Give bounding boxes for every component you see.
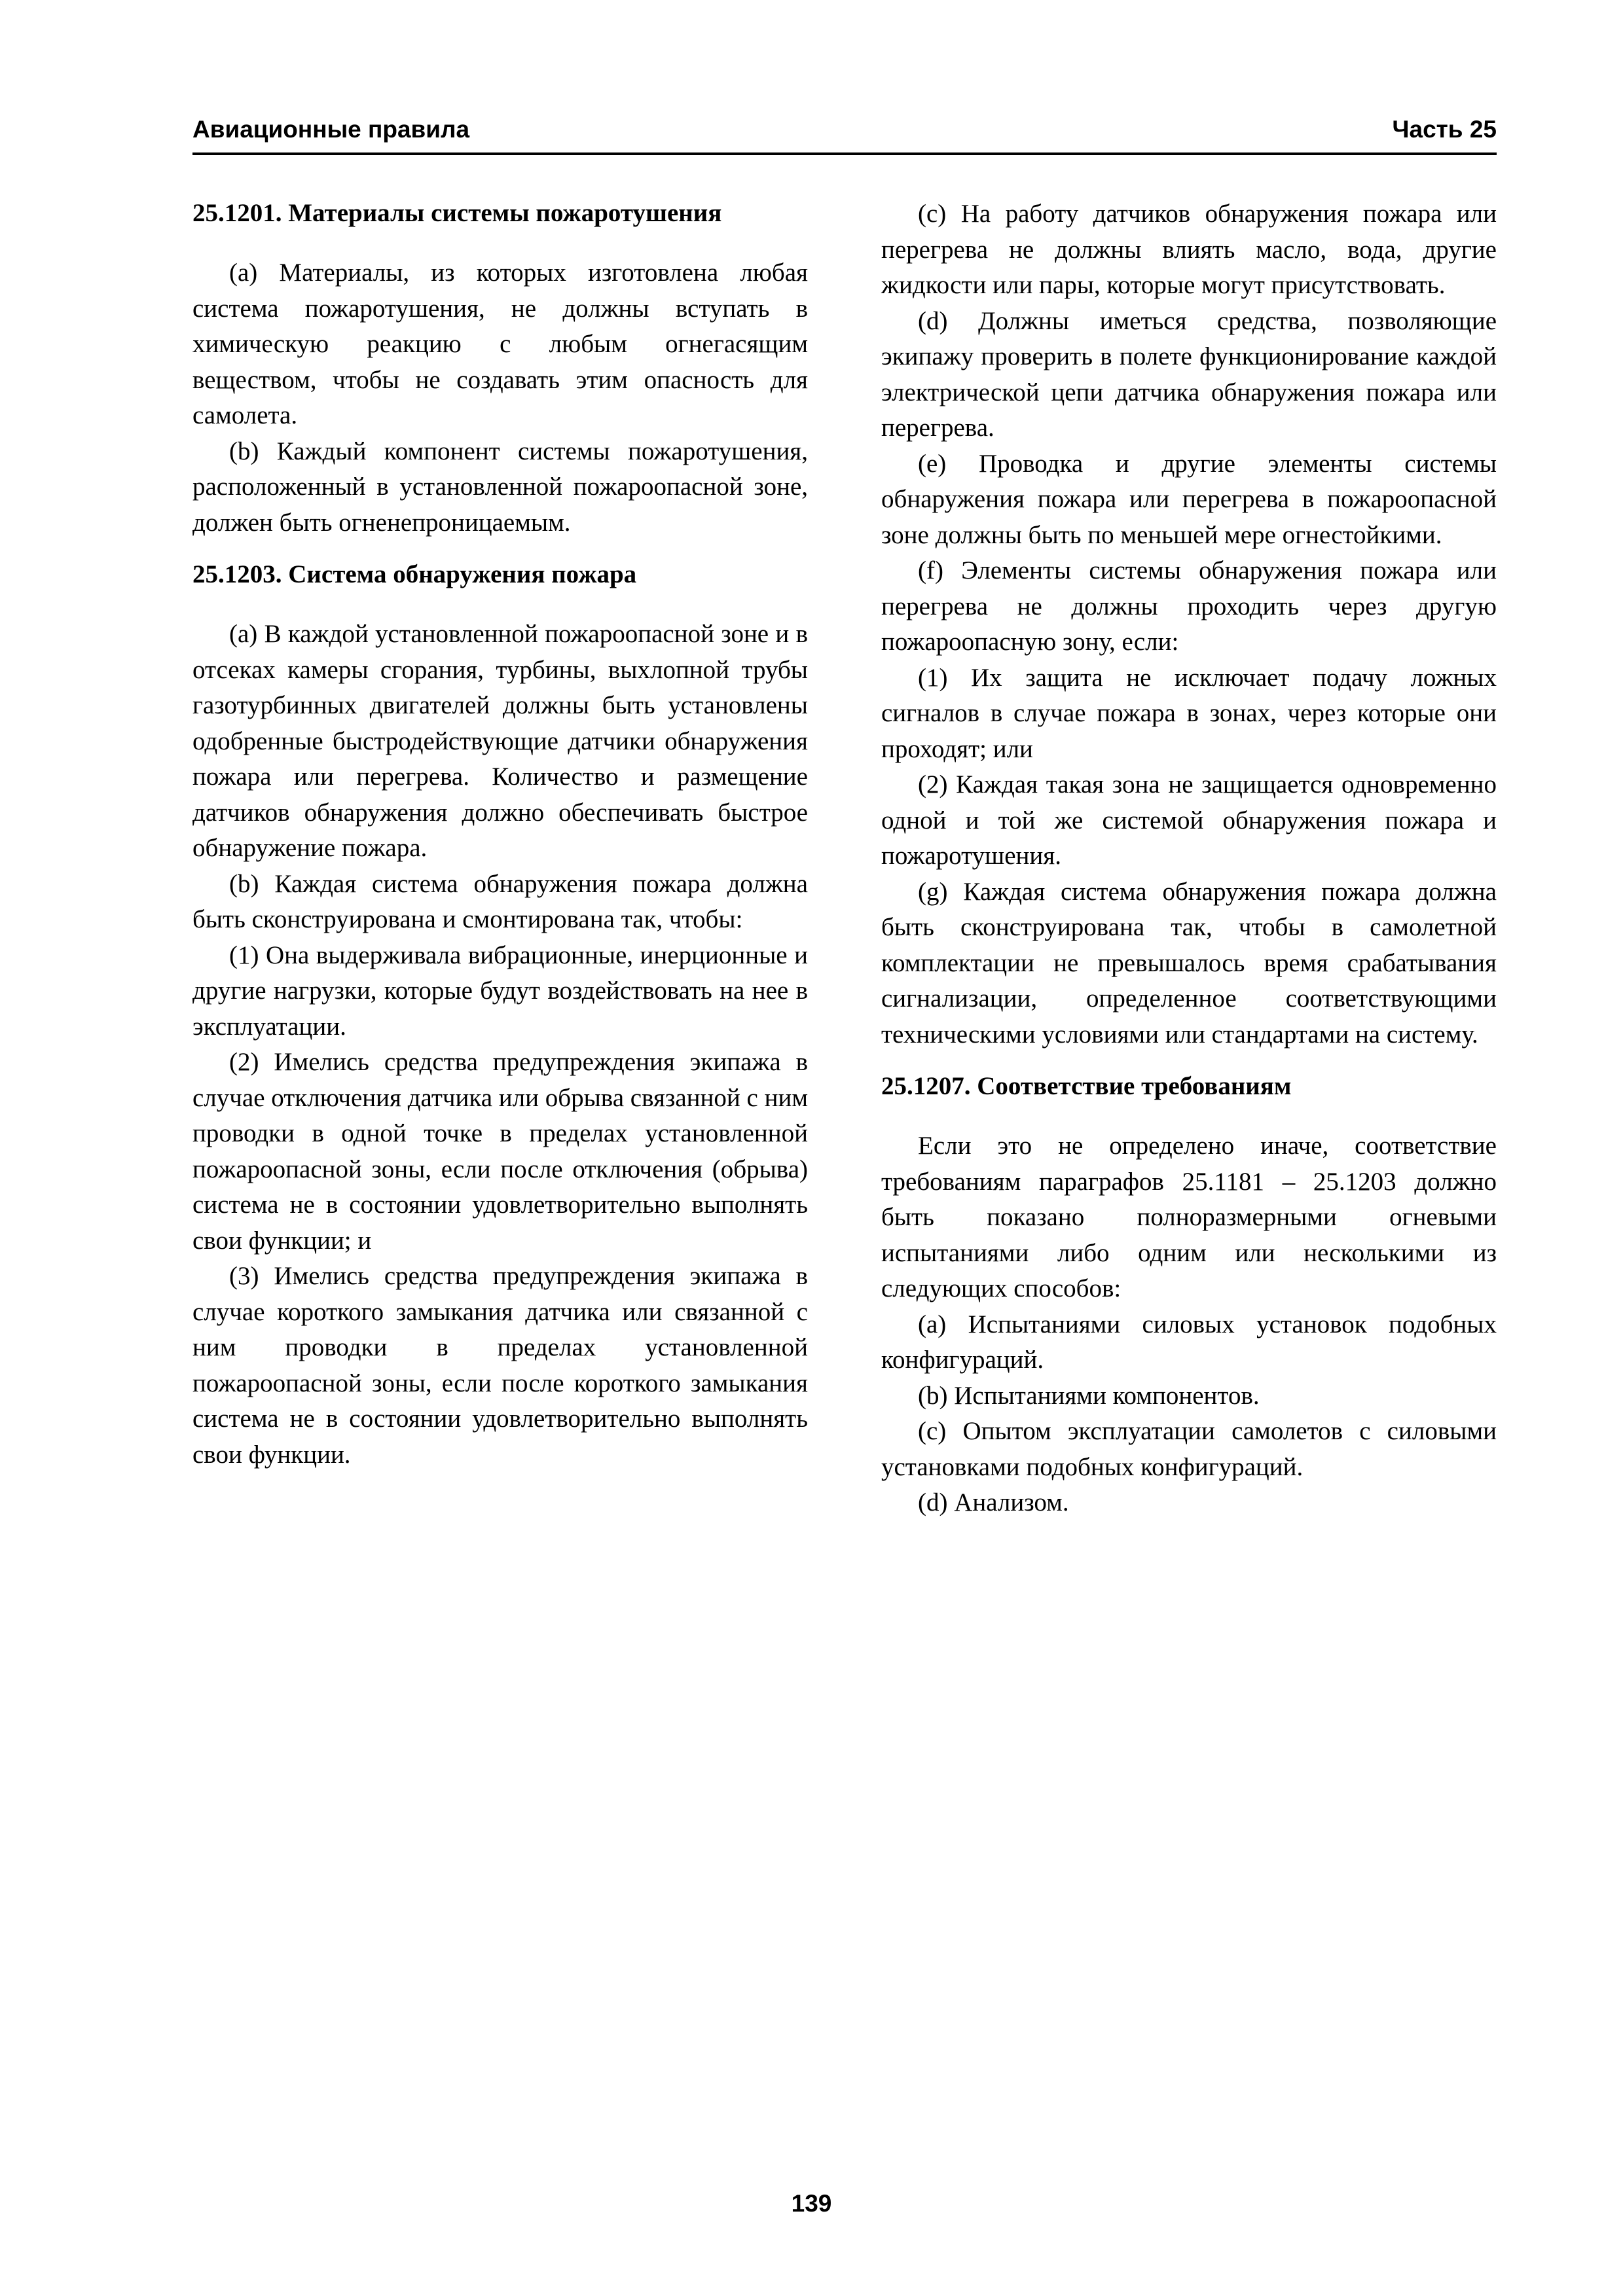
paragraph: (d) Анализом. <box>918 1488 1069 1516</box>
paragraph: (d) Должны иметься средства, позволяющие экипажу проверить в полете функционирование каждой электрической цепи датчика обнаружения пожара или перегрева. <box>881 306 1497 442</box>
paragraph: (2) Каждая такая зона не защищается одновременно одной и той же системой обнаружения пожара и пожаротушения. <box>881 770 1497 870</box>
paragraph: (g) Каждая система обнаружения пожара должна быть сконструирована так, чтобы в самолетной комплектации не превышалось время срабатывания сигнализации, определенное соответствующими техническими условиями или стандартами на систему. <box>881 877 1497 1049</box>
paragraph: (f) Элементы системы обнаружения пожара или перегрева не должны проходить через другую пожароопасную зону, если: <box>881 556 1497 656</box>
section-title-25-1207: 25.1207. Соответствие требованиям <box>881 1072 1292 1100</box>
paragraph: (c) На работу датчиков обнаружения пожара или перегрева не должны влиять масло, вода, другие жидкости или пары, которые могут присутствовать. <box>881 200 1497 299</box>
paragraph: (e) Проводка и другие элементы системы обнаружения пожара или перегрева в пожароопасной зоне должны быть по меньшей мере огнестойкими. <box>881 449 1497 549</box>
paragraph: (a) Испытаниями силовых установок подобных конфигураций. <box>881 1310 1497 1374</box>
paragraph: (b) Каждая система обнаружения пожара должна быть сконструирована и смонтирована так, чтобы: <box>192 869 808 933</box>
paragraph: (3) Имелись средства предупреждения экипажа в случае короткого замыкания датчика или связанной с ним проводки в пределах установленной пожароопасной зоны, если после короткого замыкания система не в состоянии удовлетворительно выполнять свои функции. <box>192 1262 808 1469</box>
paragraph: Если это не определено иначе, соответствие требованиям параграфов 25.1181 – 25.1203 должно быть показано полноразмерными огневыми испытаниями либо одним или несколькими из следующих способов: <box>881 1132 1497 1302</box>
section-title-25-1201: 25.1201. Материалы системы пожаротушения <box>192 199 722 227</box>
section-title-25-1203: 25.1203. Система обнаружения пожара <box>192 560 637 588</box>
paragraph: (b) Каждый компонент системы пожаротушения, расположенный в установленной пожароопасной зоне, должен быть огненепроницаемым. <box>192 437 808 537</box>
page-number: 139 <box>791 2190 832 2217</box>
paragraph: (b) Испытаниями компонентов. <box>918 1381 1260 1410</box>
running-header <box>192 115 1497 155</box>
paragraph: (1) Их защита не исключает подачу ложных сигналов в случае пожара в зонах, через которые они проходят; или <box>881 663 1497 763</box>
paragraph: (c) Опытом эксплуатации самолетов с силовыми установками подобных конфигураций. <box>881 1417 1497 1481</box>
left-column <box>192 196 808 1473</box>
right-column <box>881 196 1497 1521</box>
header-title: Авиационные правила <box>192 116 470 143</box>
paragraph: (a) Материалы, из которых изготовлена любая система пожаротушения, не должны вступать в химическую реакцию с любым огнегасящим веществом, чтобы не создавать этим опасность для самолета. <box>192 259 808 429</box>
paragraph: (1) Она выдерживала вибрационные, инерционные и другие нагрузки, которые будут воздействовать на нее в эксплуатации. <box>192 941 808 1041</box>
header-part: Часть 25 <box>1392 116 1497 143</box>
paragraph: (2) Имелись средства предупреждения экипажа в случае отключения датчика или обрыва связанной с ним проводки в одной точке в пределах установленной пожароопасной зоны, если после отключения (обрыва) система не в состоянии удовлетворительно выполнять свои функции; и <box>192 1048 808 1255</box>
paragraph: (a) В каждой установленной пожароопасной зоне и в отсеках камеры сгорания, турбины, выхлопной трубы газотурбинных двигателей должны быть установлены одобренные быстродействующие датчики обнаружения пожара или перегрева. Количество и размещение датчиков обнаружения должно обеспечивать быстрое обнаружение пожара. <box>192 620 808 862</box>
